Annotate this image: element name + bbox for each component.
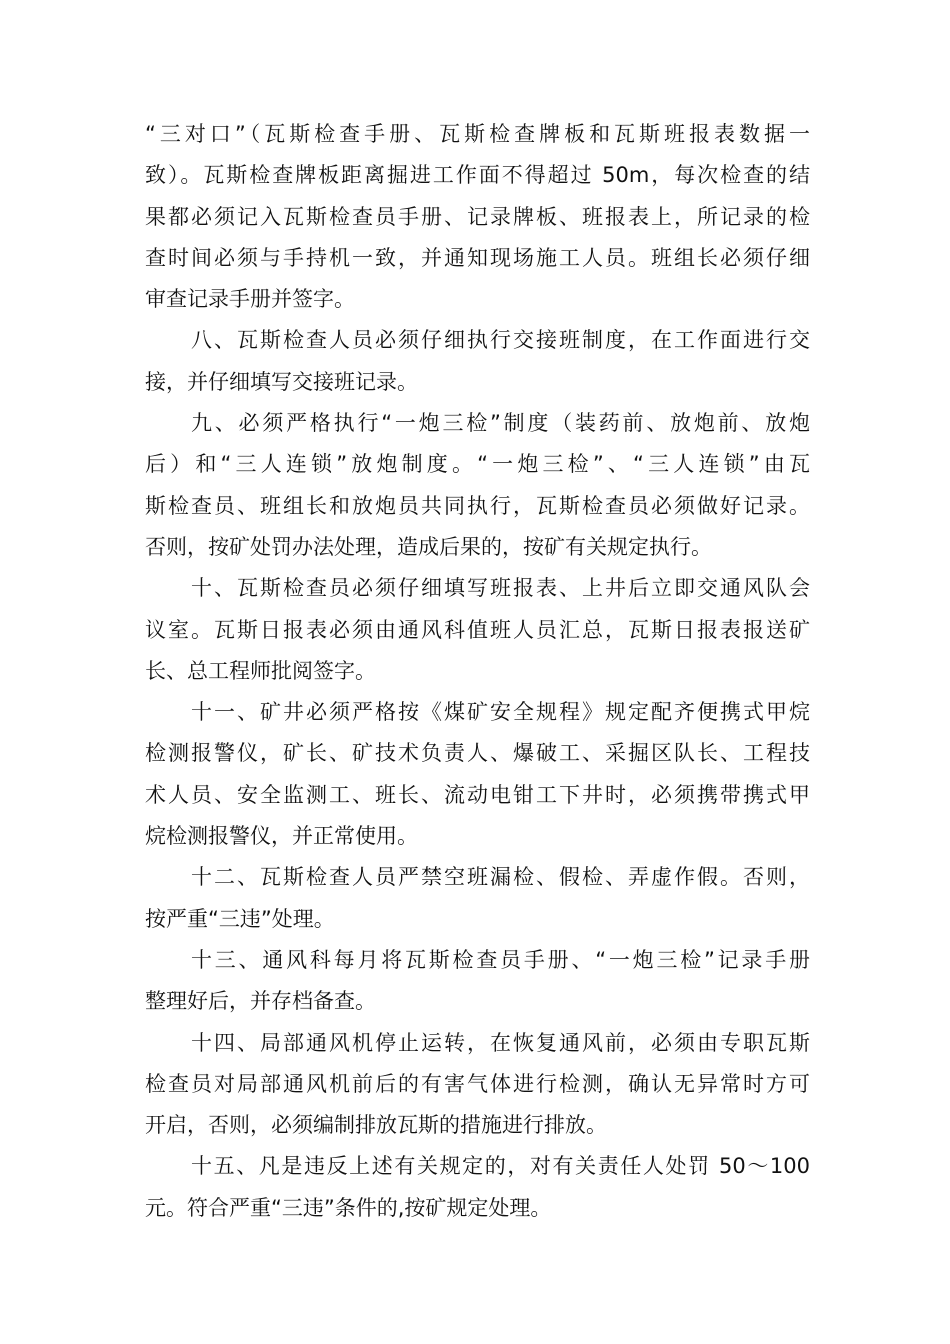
text-line: 元。符合严重“三违”条件的,按矿规定处理。 (145, 1195, 552, 1220)
text-line: 议室。瓦斯日报表必须由通风科值班人员汇总，瓦斯日报表报送矿 (145, 617, 810, 642)
text-line: 十一、矿井必须严格按《煤矿安全规程》规定配齐便携式甲烷 (191, 700, 810, 725)
text-line: 后）和“三人连锁”放炮制度。“一炮三检”、“三人连锁”由瓦 (145, 452, 810, 477)
text-line: 十、瓦斯检查员必须仔细填写班报表、上井后立即交通风队会 (191, 576, 810, 601)
text-line: 果都必须记入瓦斯检查员手册、记录牌板、班报表上，所记录的检 (145, 204, 810, 229)
text-line: 长、总工程师批阅签字。 (145, 658, 376, 683)
text-line: “三对口”（瓦斯检查手册、瓦斯检查牌板和瓦斯班报表数据一 (145, 122, 810, 146)
text-line: 整理好后，并存档备查。 (145, 989, 376, 1014)
text-line: 检查员对局部通风机前后的有害气体进行检测，确认无异常时方可 (145, 1071, 810, 1096)
text-line: 开启，否则，必须编制排放瓦斯的措施进行排放。 (145, 1113, 607, 1138)
text-line: 检测报警仪，矿长、矿技术负责人、爆破工、采掘区队长、工程技 (145, 741, 810, 766)
text-line: 致）。瓦斯检查牌板距离掘进工作面不得超过 50m，每次检查的结 (145, 163, 810, 188)
text-line: 否则，按矿处罚办法处理，造成后果的，按矿有关规定执行。 (145, 534, 712, 559)
text-line: 八、瓦斯检查人员必须仔细执行交接班制度，在工作面进行交 (191, 328, 810, 353)
text-line: 审查记录手册并签字。 (145, 287, 355, 312)
document-body (145, 114, 810, 1229)
text-line: 十五、凡是违反上述有关规定的，对有关责任人处罚 50～100 (191, 1154, 810, 1179)
text-line: 术人员、安全监测工、班长、流动电钳工下井时，必须携带携式甲 (145, 782, 810, 807)
text-line: 按严重“三违”处理。 (145, 906, 335, 931)
text-line: 烷检测报警仪，并正常使用。 (145, 824, 418, 849)
text-line: 九、必须严格执行“一炮三检”制度（装药前、放炮前、放炮 (191, 411, 810, 436)
text-line: 查时间必须与手持机一致，并通知现场施工人员。班组长必须仔细 (145, 245, 810, 270)
text-line: 斯检查员、班组长和放炮员共同执行，瓦斯检查员必须做好记录。 (145, 493, 810, 518)
text-line: 十二、瓦斯检查人员严禁空班漏检、假检、弄虚作假。否则， (191, 865, 810, 890)
text-line: 十三、通风科每月将瓦斯检查员手册、“一炮三检”记录手册 (191, 947, 810, 972)
text-line: 接，并仔细填写交接班记录。 (145, 369, 418, 394)
text-line: 十四、局部通风机停止运转，在恢复通风前，必须由专职瓦斯 (191, 1030, 810, 1055)
